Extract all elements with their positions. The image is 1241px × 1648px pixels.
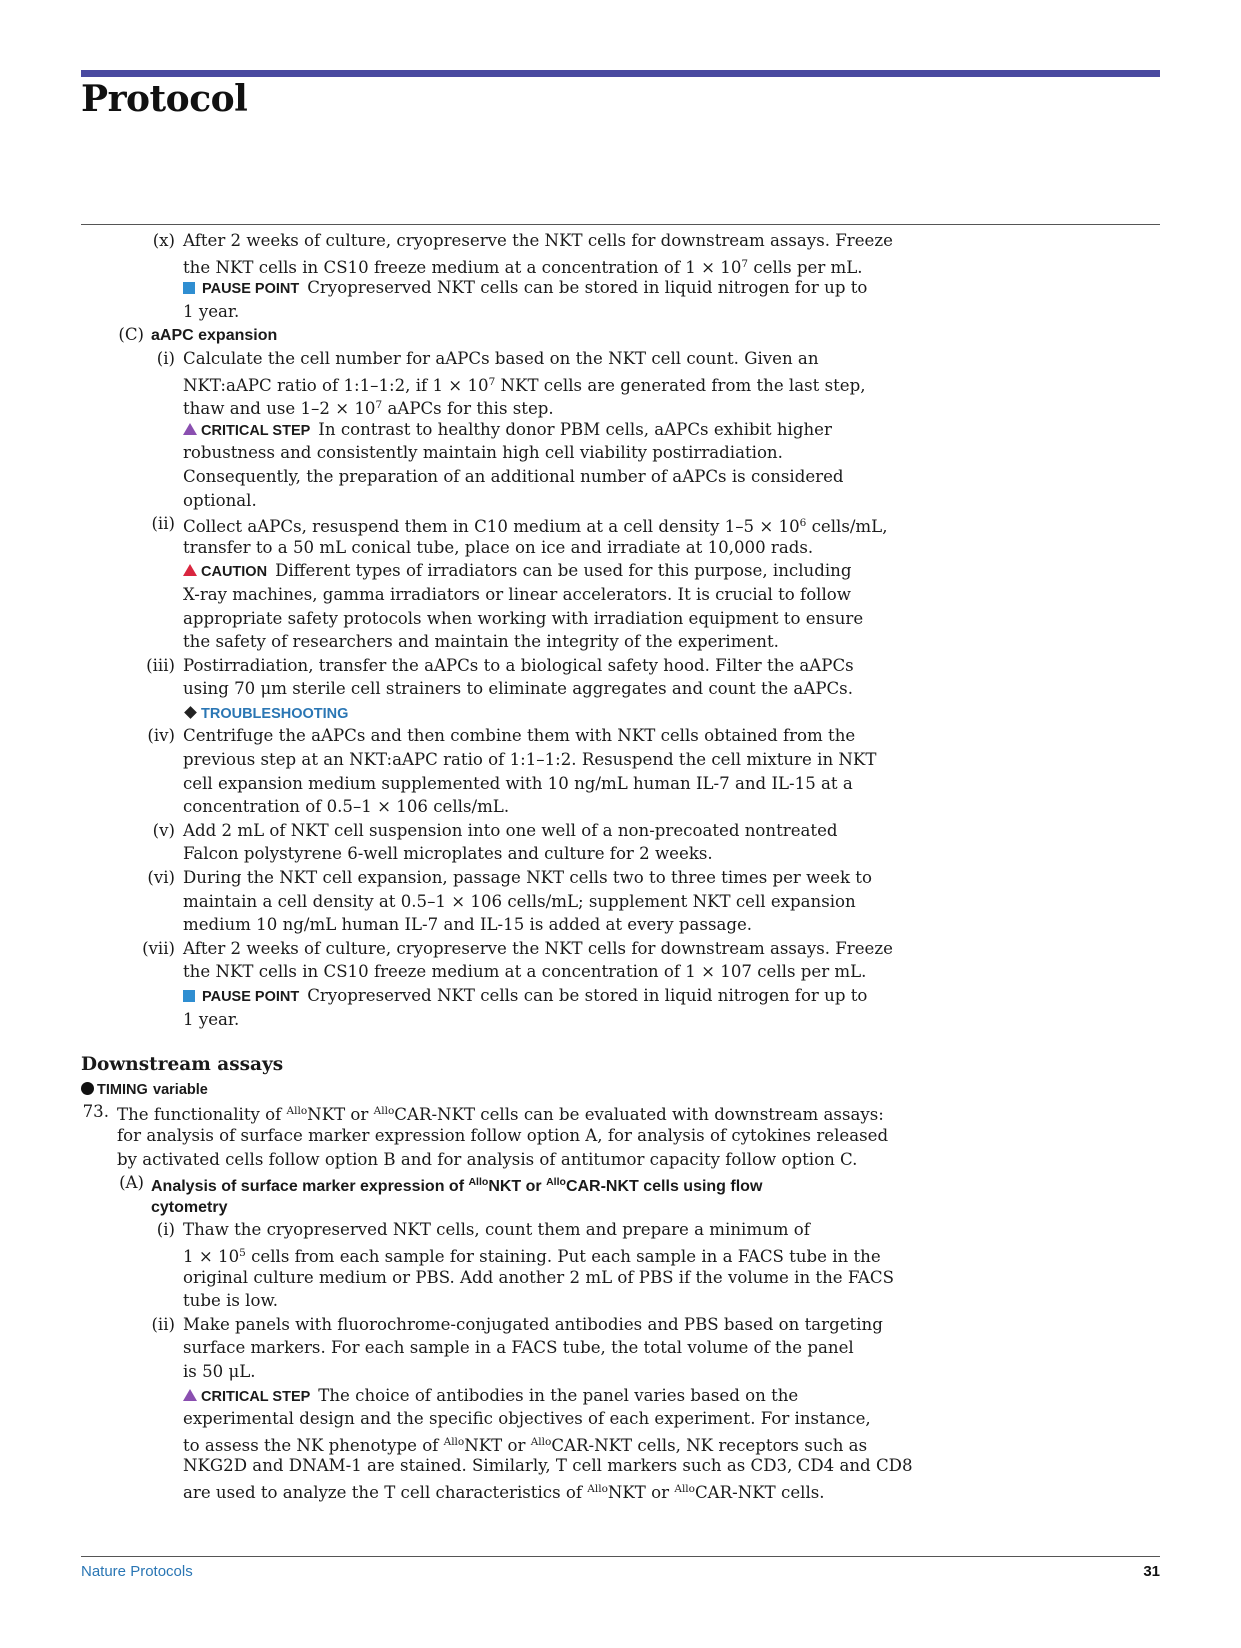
section-heading-text: Downstream assays (81, 1054, 284, 1076)
text: X-ray machines, gamma irradiators or linear accelerators. It is crucial to follow (183, 584, 851, 604)
text: thaw and use 1–2 × 10 (183, 399, 376, 419)
option-a-heading (81, 1195, 901, 1219)
text: are used to analyze the T cell characteristics of (183, 1482, 588, 1502)
step-number: (i) (156, 348, 175, 368)
text: NKG2D and DNAM-1 are stained. Similarly, T cell markers such as CD3, CD4 and CD8 (183, 1456, 913, 1476)
text: NKT or (607, 1482, 675, 1502)
page-title: Protocol (81, 78, 248, 120)
critical-triangle-icon (183, 423, 197, 435)
step-i-line (81, 371, 901, 395)
text: Consequently, the preparation of an additional number of aAPCs is considered (183, 466, 844, 486)
step-iv-line (81, 748, 901, 772)
option-number: (A) (119, 1173, 144, 1193)
text: Make panels with fluorochrome-conjugated antibodies and PBS based on targeting (183, 1314, 883, 1334)
text: to assess the NK phenotype of (183, 1435, 444, 1455)
step-73-line (81, 1148, 901, 1172)
text: by activated cells follow option B and for analysis of antitumor capacity follow option C. (117, 1149, 858, 1169)
text: is 50 μL. (183, 1361, 256, 1381)
text: maintain a cell density at 0.5–1 × 106 cells/mL; supplement NKT cell expansion (183, 891, 856, 911)
timing-value: variable (153, 1081, 208, 1098)
superscript: Allo (443, 1435, 465, 1448)
text: CAR-NKT cells, NK receptors such as (551, 1435, 868, 1455)
step-i-line (81, 347, 901, 371)
section-gap (81, 1031, 901, 1053)
pause-point-note (81, 984, 901, 1008)
step-ii-line (81, 536, 901, 560)
text: aAPCs for this step. (382, 399, 554, 419)
troubleshooting-label[interactable]: TROUBLESHOOTING (201, 705, 349, 722)
step-73-line (81, 1100, 901, 1124)
text: Cryopreserved NKT cells can be stored in liquid nitrogen for up to (307, 986, 868, 1005)
step-iii-line (81, 654, 901, 678)
text: Collect aAPCs, resuspend them in C10 medium at a cell density 1–5 × 10 (183, 517, 800, 537)
superscript: 7 (741, 257, 749, 270)
step-number: (i) (156, 1220, 175, 1240)
text: medium 10 ng/mL human IL-7 and IL-15 is added at every passage. (183, 915, 753, 935)
step-a-i-line (81, 1242, 901, 1266)
journal-name: Nature Protocols (81, 1563, 193, 1580)
text: surface markers. For each sample in a FACS tube, the total volume of the panel (183, 1338, 854, 1358)
superscript: Allo (530, 1435, 552, 1448)
option-title: NKT or (488, 1178, 547, 1196)
step-iv-line (81, 724, 901, 748)
step-number: (vi) (147, 868, 175, 888)
step-number: 73. (82, 1102, 109, 1122)
text: CAR-NKT cells can be evaluated with downstream assays: (394, 1105, 884, 1125)
text: cell expansion medium supplemented with 10 ng/mL human IL-7 and IL-15 at a (183, 773, 853, 793)
text: tube is low. (183, 1291, 278, 1311)
step-73-line (81, 1124, 901, 1148)
pause-point-note (81, 1008, 901, 1032)
caution-triangle-icon (183, 564, 197, 576)
text: Centrifuge the aAPCs and then combine them with NKT cells obtained from the (183, 726, 856, 746)
step-vi-line (81, 890, 901, 914)
text: The choice of antibodies in the panel varies based on the (318, 1385, 799, 1405)
header-divider (81, 224, 1160, 225)
text: 1 year. (183, 301, 240, 321)
text: NKT or (307, 1105, 374, 1125)
step-vii-line (81, 960, 901, 984)
step-v-line (81, 819, 901, 843)
text: 1 year. (183, 1009, 240, 1029)
critical-step-note (81, 418, 901, 442)
step-number: (ii) (151, 514, 175, 534)
option-title: Analysis of surface marker expression of (151, 1178, 469, 1196)
text: original culture medium or PBS. Add another 2 mL of PBS if the volume in the FACS (183, 1267, 894, 1287)
text: NKT:aAPC ratio of 1:1–1:2, if 1 × 10 (183, 375, 489, 395)
superscript: Allo (674, 1482, 695, 1495)
step-a-i-line (81, 1266, 901, 1290)
option-title: cytometry (151, 1198, 228, 1216)
critical-step-label: CRITICAL STEP (201, 1388, 311, 1405)
text: After 2 weeks of culture, cryopreserve the NKT cells for downstream assays. Freeze (183, 938, 893, 958)
text: NKT or (464, 1435, 531, 1455)
superscript: Allo (546, 1176, 566, 1189)
section-heading (81, 1053, 901, 1077)
step-number: (v) (152, 820, 175, 840)
step-i-line (81, 394, 901, 418)
text: Add 2 mL of NKT cell suspension into one well of a non-precoated nontreated (183, 820, 838, 840)
text: appropriate safety protocols when working with irradiation equipment to ensure (183, 608, 864, 628)
caution-note (81, 559, 901, 583)
critical-step-note (81, 489, 901, 513)
text: Cryopreserved NKT cells can be stored in liquid nitrogen for up to (307, 278, 868, 298)
diamond-icon (184, 706, 197, 719)
text: After 2 weeks of culture, cryopreserve the NKT cells for downstream assays. Freeze (183, 231, 893, 250)
text: cells from each sample for staining. Put each sample in a FACS tube in the (245, 1246, 881, 1266)
text: cells/mL, (806, 517, 888, 537)
text: experimental design and the specific objectives of each experiment. For instance, (183, 1409, 871, 1429)
text: using 70 μm sterile cell strainers to eliminate aggregates and count the aAPCs. (183, 679, 853, 699)
page-number: 31 (1143, 1563, 1160, 1580)
caution-note (81, 607, 901, 631)
critical-step-note (81, 1431, 901, 1455)
pause-point-label: PAUSE POINT (202, 989, 300, 1005)
step-vi-line (81, 866, 901, 890)
document-body (81, 229, 913, 1502)
pause-square-icon (183, 282, 195, 294)
text: the NKT cells in CS10 freeze medium at a concentration of 1 × 10 (183, 257, 742, 277)
step-ii-line (81, 512, 901, 536)
superscript: Allo (373, 1105, 395, 1118)
step-a-ii-line (81, 1313, 901, 1337)
option-title: CAR-NKT cells using flow (565, 1178, 763, 1196)
text: CAR-NKT cells. (694, 1482, 825, 1502)
text: The functionality of (117, 1105, 287, 1125)
text: Thaw the cryopreserved NKT cells, count them and prepare a minimum of (183, 1220, 810, 1240)
step-number: (iv) (147, 726, 175, 746)
critical-step-note (81, 1454, 913, 1478)
critical-triangle-icon (183, 1389, 197, 1401)
text: cells per mL. (748, 257, 863, 277)
timing-dot-icon (81, 1082, 94, 1095)
text: concentration of 0.5–1 × 106 cells/mL. (183, 797, 510, 817)
text: robustness and consistently maintain high cell viability postirradiation. (183, 443, 783, 463)
caution-label: CAUTION (201, 564, 268, 581)
step-number: (x) (152, 231, 175, 250)
troubleshooting-link[interactable] (81, 701, 901, 725)
step-a-i-line (81, 1289, 901, 1313)
option-a-heading (81, 1171, 901, 1195)
footer-divider (81, 1556, 1160, 1557)
pause-point-note (81, 300, 901, 324)
step-x-line (81, 253, 901, 277)
option-title: aAPC expansion (151, 327, 278, 345)
header-accent-bar (81, 70, 1160, 77)
superscript: Allo (286, 1105, 308, 1118)
step-iii-line (81, 677, 901, 701)
superscript: 6 (799, 517, 807, 530)
caution-note (81, 583, 901, 607)
superscript: 5 (239, 1246, 246, 1259)
pause-point-label: PAUSE POINT (202, 281, 300, 298)
text: Falcon polystyrene 6-well microplates and culture for 2 weeks. (183, 844, 713, 864)
step-vii-line (81, 937, 901, 961)
step-x-line (81, 229, 901, 253)
text: NKT cells are generated from the last step, (495, 375, 866, 395)
critical-step-note (81, 1478, 901, 1502)
superscript: 7 (488, 375, 496, 388)
critical-step-note (81, 465, 901, 489)
critical-step-label: CRITICAL STEP (201, 422, 311, 439)
step-v-line (81, 842, 901, 866)
text: for analysis of surface marker expression follow option A, for analysis of cytokines released (117, 1125, 889, 1145)
timing-label: TIMING (97, 1081, 148, 1098)
critical-step-note (81, 441, 901, 465)
step-number: (ii) (151, 1314, 175, 1334)
text: 1 × 10 (183, 1246, 240, 1266)
timing-line (81, 1077, 901, 1101)
text: In contrast to healthy donor PBM cells, aAPCs exhibit higher (318, 419, 832, 439)
step-a-ii-line (81, 1360, 901, 1384)
superscript: Allo (587, 1482, 608, 1495)
option-number: (C) (118, 325, 144, 345)
critical-step-note (81, 1407, 901, 1431)
critical-step-note (81, 1384, 901, 1408)
text: the NKT cells in CS10 freeze medium at a concentration of 1 × 107 cells per mL. (183, 962, 867, 982)
step-number: (iii) (146, 655, 175, 675)
pause-point-note (81, 276, 901, 300)
step-a-i-line (81, 1218, 901, 1242)
text: optional. (183, 490, 257, 510)
text: transfer to a 50 mL conical tube, place on ice and irradiate at 10,000 rads. (183, 537, 814, 557)
text: Different types of irradiators can be used for this purpose, including (275, 561, 852, 581)
text: the safety of researchers and maintain the integrity of the experiment. (183, 632, 779, 652)
option-c-heading (81, 323, 901, 347)
step-iv-line (81, 772, 901, 796)
superscript: Allo (468, 1176, 489, 1189)
text: Postirradiation, transfer the aAPCs to a biological safety hood. Filter the aAPCs (183, 655, 854, 675)
step-vi-line (81, 913, 901, 937)
step-number: (vii) (142, 938, 175, 958)
caution-note (81, 630, 901, 654)
superscript: 7 (375, 399, 383, 412)
pause-square-icon (183, 990, 195, 1002)
text: During the NKT cell expansion, passage NKT cells two to three times per week to (183, 868, 872, 888)
text: previous step at an NKT:aAPC ratio of 1:1–1:2. Resuspend the cell mixture in NKT (183, 750, 877, 770)
step-a-ii-line (81, 1336, 901, 1360)
step-iv-line (81, 795, 901, 819)
text: Calculate the cell number for aAPCs based on the NKT cell count. Given an (183, 348, 819, 368)
